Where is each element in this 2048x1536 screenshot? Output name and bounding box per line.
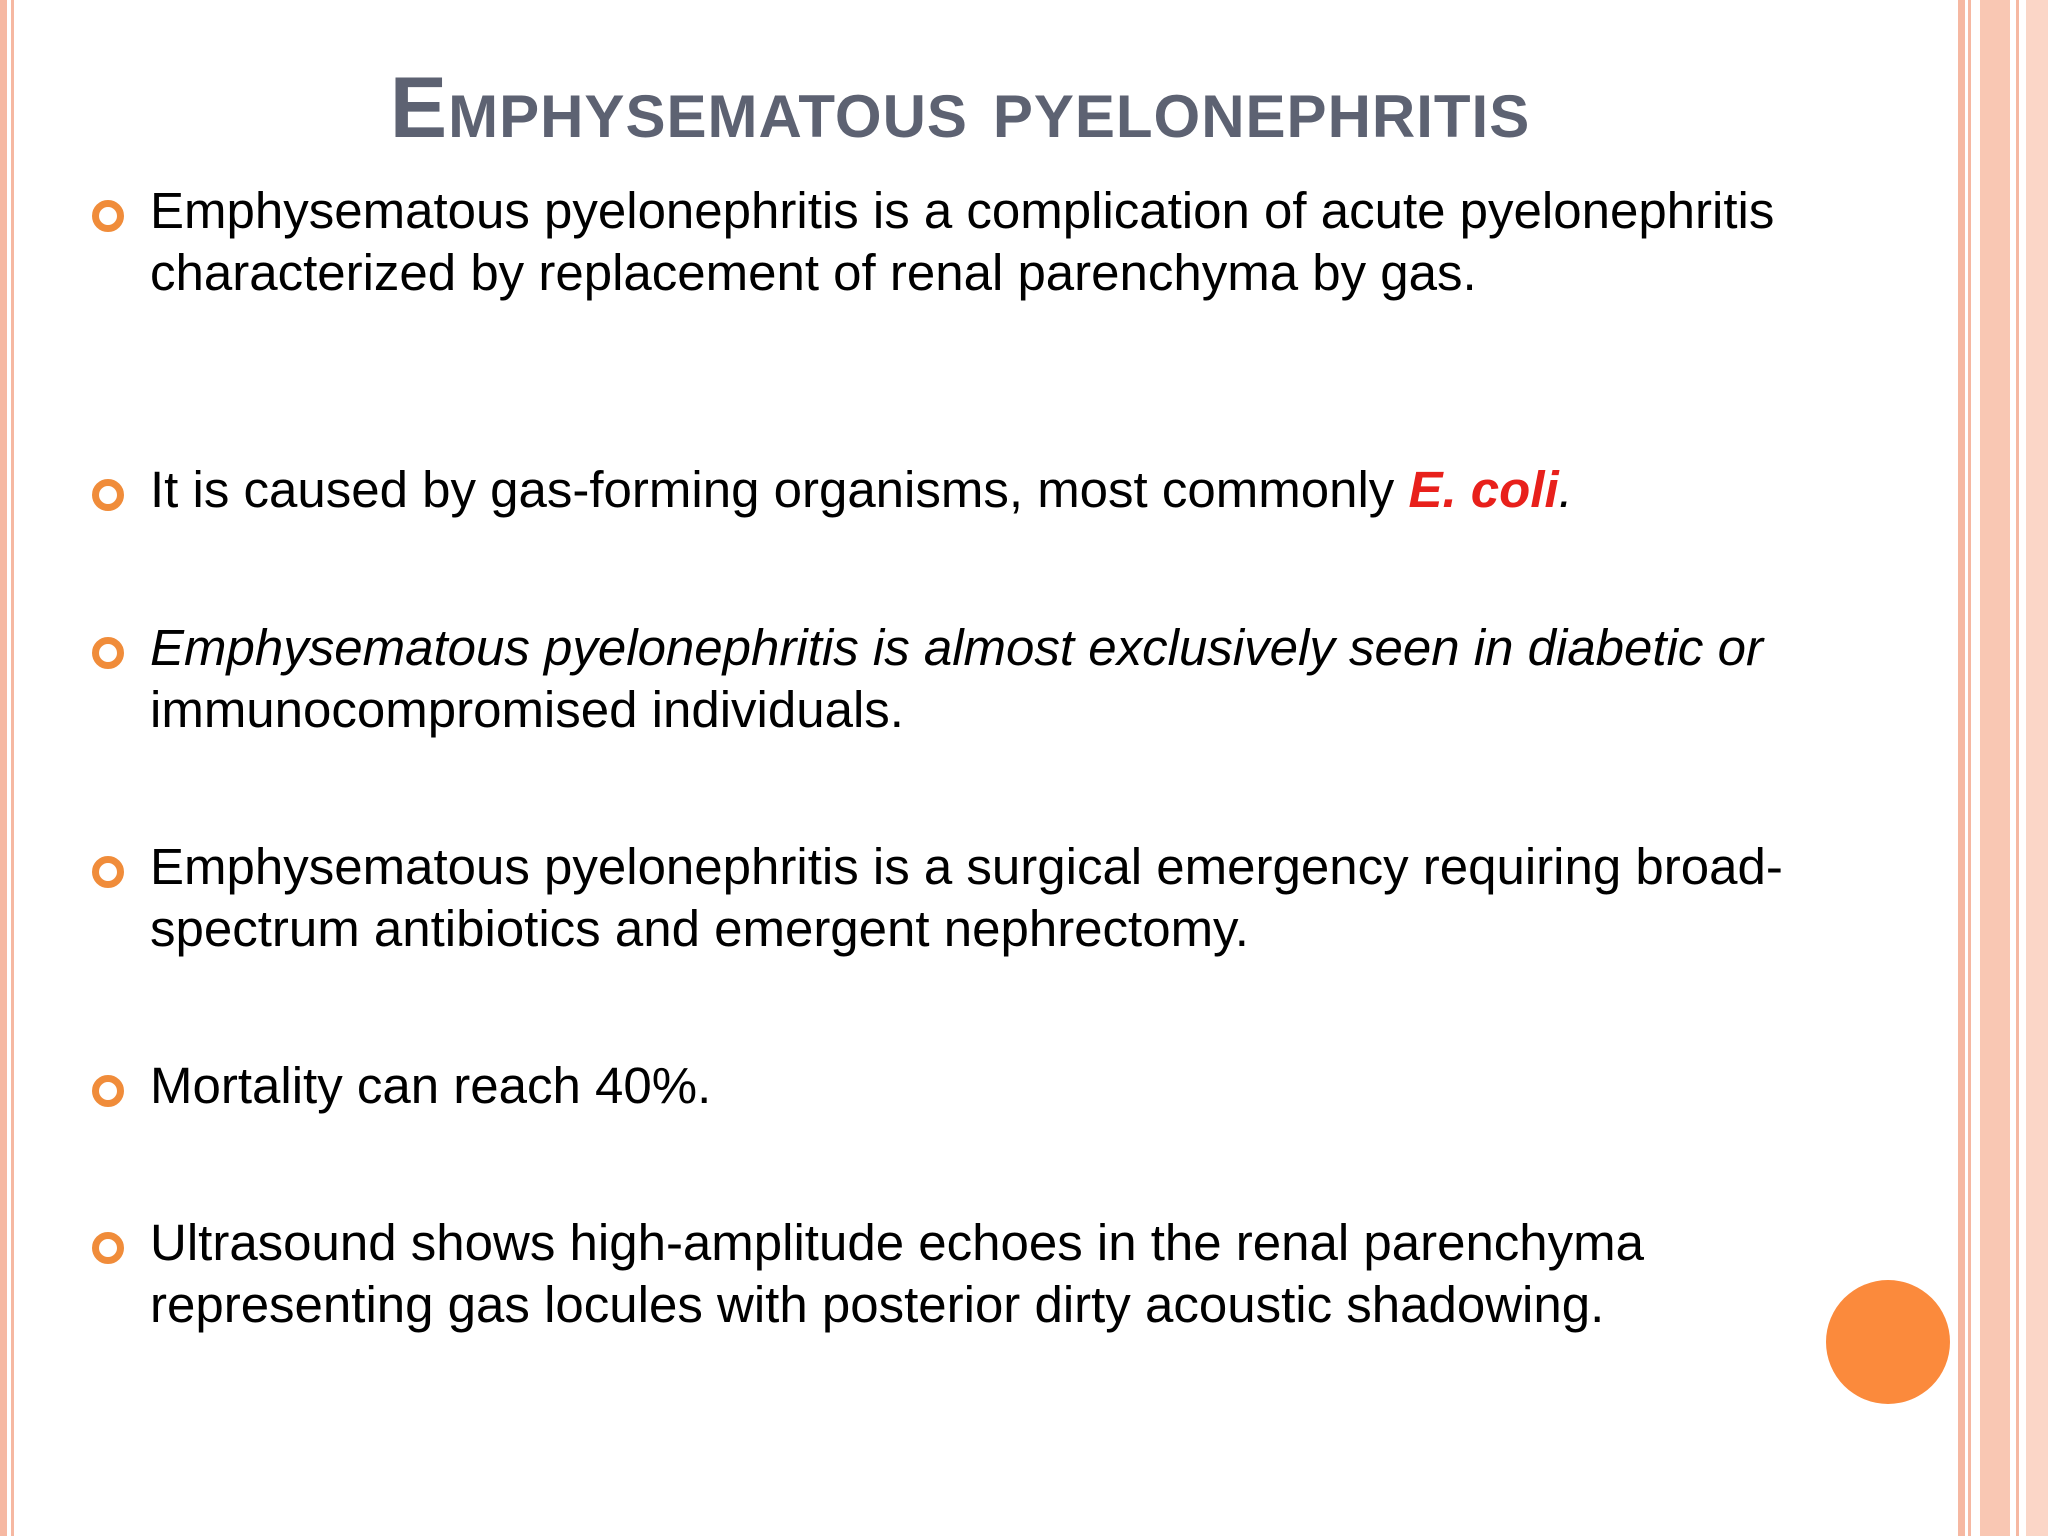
bullet-item-cause [150, 459, 1910, 521]
bullet-text-italic: Emphysematous pyelonephritis is almost exclusively seen in diabetic or [150, 619, 1763, 676]
bullet-marker-icon [92, 1075, 124, 1107]
bullet-item-definition: Emphysematous pyelonephritis is a complication of acute pyelonephritis characterized by replacement of renal parenchyma by gas. [150, 182, 1775, 301]
bullet-text: It is caused by gas-forming organisms, most commonly [150, 461, 1409, 518]
bullet-item-mortality: Mortality can reach 40%. [150, 1057, 712, 1114]
bullet-marker-icon [92, 1232, 124, 1264]
bullet-marker-icon [92, 200, 124, 232]
slide-title: Emphysematous pyelonephritis [389, 60, 1531, 156]
bullet-marker-icon [92, 479, 124, 511]
bullet-item-ultrasound: Ultrasound shows high-amplitude echoes in the renal parenchyma representing gas locules with posterior dirty acoustic shadowing. [150, 1214, 1645, 1333]
organism-highlight: E. coli [1408, 461, 1559, 518]
bullet-text-regular: immunocompromised individuals. [150, 681, 904, 738]
decorative-orange-circle [1826, 1280, 1950, 1404]
bullet-text-end: . [1558, 461, 1573, 518]
bullet-item-treatment: Emphysematous pyelonephritis is a surgical emergency requiring broad-spectrum antibiotics and emergent nephrectomy. [150, 838, 1783, 957]
bullet-marker-icon [92, 637, 124, 669]
bullet-marker-icon [92, 856, 124, 888]
bullet-item-population [150, 617, 1910, 741]
